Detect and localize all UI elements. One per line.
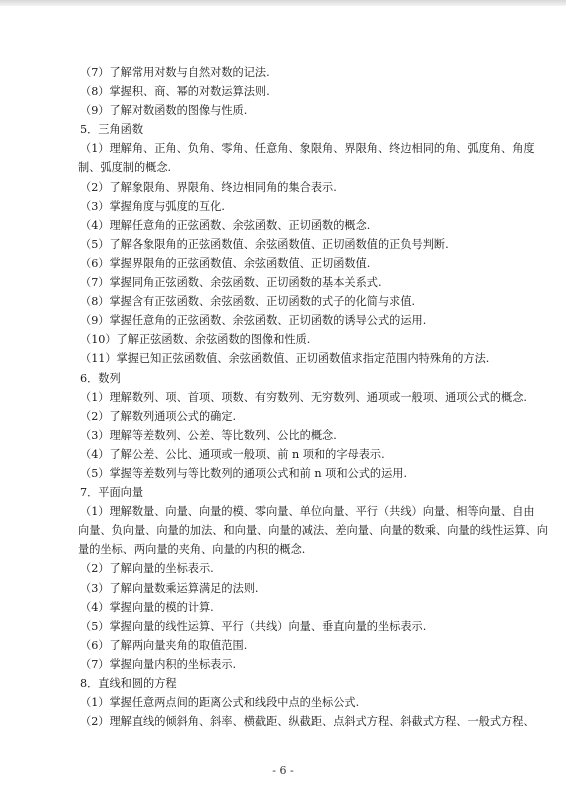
list-item: （7）掌握同角正弦函数、余弦函数、正切函数的基本关系式. <box>80 276 382 290</box>
list-item: （6）了解两向量夹角的取值范围. <box>80 638 248 652</box>
list-item: （4）掌握向量的模的计算. <box>80 600 214 614</box>
list-item: （3）了解向量数乘运算满足的法则. <box>80 581 259 595</box>
list-item: （5）掌握等差数列与等比数列的通项公式和前 n 项和公式的运用. <box>80 466 408 480</box>
list-item: （7）掌握向量内积的坐标表示. <box>80 657 237 671</box>
list-item: （2）了解数列通项公式的确定. <box>80 409 237 423</box>
list-item: （1）理解角、正角、负角、零角、任意角、象限角、界限角、终边相同的角、弧度角、角度 <box>80 142 535 156</box>
section-heading: 5．三角函数 <box>80 123 144 137</box>
list-item-continuation: 量的坐标、两向量的夹角、向量的内积的概念. <box>78 543 306 557</box>
list-item: （3）掌握角度与弧度的互化. <box>80 199 225 213</box>
list-item: （1）掌握任意两点间的距离公式和线段中点的坐标公式. <box>80 696 360 710</box>
section-heading: 8．直线和圆的方程 <box>80 677 177 690</box>
list-item-continuation: 制、弧度制的概念. <box>78 161 172 175</box>
list-item: （1）理解数列、项、首项、项数、有穷数列、无穷数列、通项或一般项、通项公式的概念. <box>80 390 527 404</box>
list-item: （8）掌握含有正弦函数、余弦函数、正切函数的式子的化简与求值. <box>80 295 416 309</box>
list-item: （10）了解正弦函数、余弦函数的图像和性质. <box>80 333 311 347</box>
list-item: （1）理解数量、向量、向量的模、零向量、单位向量、平行（共线）向量、相等向量、自由 <box>80 505 535 519</box>
list-item: （2）理解直线的倾斜角、斜率、横截距、纵截距、点斜式方程、斜截式方程、一般式方程、 <box>80 715 535 729</box>
list-item: （5）掌握向量的线性运算、平行（共线）向量、垂直向量的坐标表示. <box>80 619 427 633</box>
page-number: - 6 - <box>272 764 294 777</box>
list-item: （8）掌握积、商、幂的对数运算法则. <box>80 85 270 99</box>
list-item: （4）了解公差、公比、通项或一般项、前 n 项和的字母表示. <box>80 447 385 461</box>
list-item: （2）了解象限角、界限角、终边相同角的集合表示. <box>80 180 337 194</box>
document-body <box>78 63 548 731</box>
list-item: （11）掌握已知正弦函数值、余弦函数值、正切函数值求指定范围内特殊角的方法. <box>80 352 490 366</box>
list-item: （2）了解向量的坐标表示. <box>80 562 214 576</box>
list-item: （5）了解各象限角的正弦函数值、余弦函数值、正切函数值的正负号判断. <box>80 237 449 251</box>
section-heading: 7．平面向量 <box>80 486 144 500</box>
list-item: （9）掌握任意角的正弦函数、余弦函数、正切函数的诱导公式的运用. <box>80 314 427 328</box>
list-item: （9）了解对数函数的图像与性质. <box>80 104 248 118</box>
section-heading: 6．数列 <box>80 371 121 385</box>
list-item: （4）理解任意角的正弦函数、余弦函数、正切函数的概念. <box>80 218 371 232</box>
list-item: （6）掌握界限角的正弦函数值、余弦函数值、正切函数值. <box>80 256 371 270</box>
list-item: （7）了解常用对数与自然对数的记法. <box>80 66 270 79</box>
list-item: （3）理解等差数列、公差、等比数列、公比的概念. <box>80 428 337 442</box>
top-edge <box>0 0 566 6</box>
list-item-continuation: 向量、负向量、向量的加法、和向量、向量的减法、差向量、向量的数乘、向量的线性运算、向 <box>78 524 548 538</box>
